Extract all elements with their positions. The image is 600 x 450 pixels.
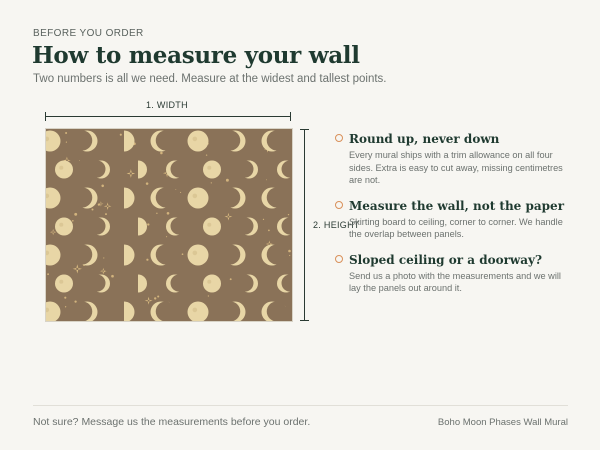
eyebrow-label: BEFORE YOU ORDER — [33, 28, 144, 39]
product-name: Boho Moon Phases Wall Mural — [437, 417, 568, 428]
height-measure-cap-bottom — [300, 320, 309, 321]
tip-sloped-ceiling — [336, 253, 566, 295]
tip-title: Measure the wall, not the paper — [349, 198, 565, 213]
tip-round-up — [336, 132, 566, 187]
bullet-circle-icon — [335, 134, 343, 142]
width-measure-cap-right — [290, 112, 291, 121]
page-subtitle: Two numbers is all we need. Measure at the widest and tallest points. — [33, 73, 387, 85]
width-measure-line — [45, 116, 291, 117]
bullet-circle-icon — [335, 255, 343, 263]
tip-measure-wall — [336, 199, 566, 241]
moon-phases-pattern — [46, 129, 292, 321]
tip-body: Every mural ships with a trim allowance on all four sides. Extra is easy to cut away, missing centimetres are not. — [349, 150, 563, 185]
footer-divider — [33, 405, 568, 406]
footer-note: Not sure? Message us the measurements before you order. — [33, 416, 311, 428]
width-label: 1. WIDTH — [146, 100, 188, 110]
height-label: 2. HEIGHT — [313, 220, 360, 230]
bullet-circle-icon — [335, 201, 343, 209]
tip-title: Round up, never down — [349, 132, 500, 146]
tip-body: Send us a photo with the measurements and we will lay the panels out around it. — [349, 270, 561, 293]
height-measure-cap-top — [300, 129, 309, 130]
page-title: How to measure your wall — [32, 42, 360, 69]
tip-title: Sloped ceiling or a doorway? — [349, 252, 543, 267]
mural-preview — [45, 128, 293, 322]
tip-body: Skirting board to ceiling, corner to corner. We handle the overlap between panels. — [349, 216, 563, 239]
width-measure-cap-left — [45, 112, 46, 121]
measuring-tips — [336, 132, 566, 307]
height-measure-line — [304, 129, 305, 321]
